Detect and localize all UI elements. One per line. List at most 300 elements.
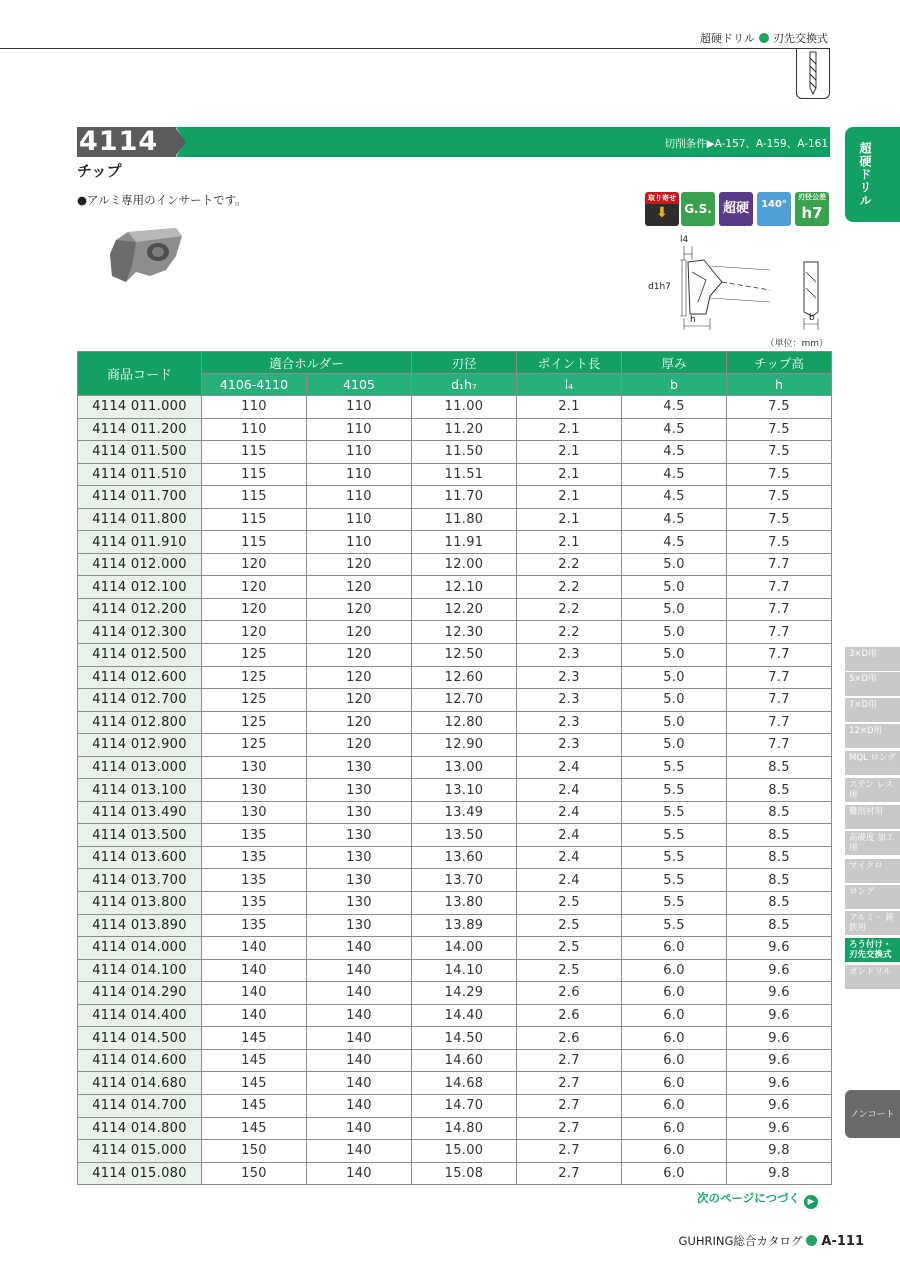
col-subheader-holder1: 4106-4110 xyxy=(202,374,307,396)
cell-diameter: 14.00 xyxy=(412,937,517,960)
cell-holder1: 130 xyxy=(202,779,307,802)
cell-thickness: 4.5 xyxy=(622,441,727,464)
cell-thickness: 6.0 xyxy=(622,1027,727,1050)
cell-point-length: 2.5 xyxy=(517,892,622,915)
tolerance-icon xyxy=(795,192,829,226)
cell-diameter: 14.70 xyxy=(412,1094,517,1117)
cell-chip-height: 7.5 xyxy=(727,441,832,464)
cell-point-length: 2.3 xyxy=(517,666,622,689)
cell-code: 4114 012.100 xyxy=(78,576,202,599)
table-row xyxy=(78,801,832,824)
cell-holder1: 140 xyxy=(202,1004,307,1027)
cell-code: 4114 014.700 xyxy=(78,1094,202,1117)
cell-point-length: 2.5 xyxy=(517,914,622,937)
cell-diameter: 13.10 xyxy=(412,779,517,802)
dim-b: b xyxy=(809,313,815,323)
cell-diameter: 14.68 xyxy=(412,1072,517,1095)
table-row xyxy=(78,1072,832,1095)
dim-l4: l4 xyxy=(680,235,689,245)
table-row xyxy=(78,689,832,712)
table-row xyxy=(78,1140,832,1163)
cell-holder2: 130 xyxy=(307,779,412,802)
cell-holder2: 110 xyxy=(307,508,412,531)
table-row xyxy=(78,756,832,779)
col-subheader-point-length: l₄ xyxy=(517,374,622,396)
cell-chip-height: 9.6 xyxy=(727,1049,832,1072)
cell-point-length: 2.7 xyxy=(517,1162,622,1185)
cell-holder1: 130 xyxy=(202,801,307,824)
cell-thickness: 5.5 xyxy=(622,779,727,802)
cell-point-length: 2.3 xyxy=(517,689,622,712)
cell-point-length: 2.1 xyxy=(517,486,622,509)
cell-code: 4114 015.080 xyxy=(78,1162,202,1185)
cell-holder1: 115 xyxy=(202,508,307,531)
cell-holder2: 120 xyxy=(307,598,412,621)
drill-icon xyxy=(796,48,830,99)
tolerance-top-label: 刃径公差 xyxy=(798,193,826,201)
cell-point-length: 2.3 xyxy=(517,644,622,667)
cell-holder2: 140 xyxy=(307,1094,412,1117)
cell-holder2: 120 xyxy=(307,734,412,757)
cell-chip-height: 7.7 xyxy=(727,644,832,667)
cell-holder1: 135 xyxy=(202,869,307,892)
cell-chip-height: 9.6 xyxy=(727,937,832,960)
cell-chip-height: 9.6 xyxy=(727,959,832,982)
cell-code: 4114 011.500 xyxy=(78,441,202,464)
cell-holder1: 145 xyxy=(202,1049,307,1072)
cell-point-length: 2.6 xyxy=(517,982,622,1005)
cell-chip-height: 7.5 xyxy=(727,531,832,554)
insert-image xyxy=(106,226,186,284)
cell-diameter: 14.40 xyxy=(412,1004,517,1027)
side-tab-item[interactable]: 難削材用 xyxy=(845,805,900,829)
cell-holder2: 140 xyxy=(307,1004,412,1027)
cell-holder2: 130 xyxy=(307,756,412,779)
cell-diameter: 11.70 xyxy=(412,486,517,509)
cell-code: 4114 012.300 xyxy=(78,621,202,644)
cell-code: 4114 012.900 xyxy=(78,734,202,757)
cell-holder1: 125 xyxy=(202,711,307,734)
table-row xyxy=(78,711,832,734)
table-row xyxy=(78,914,832,937)
cell-code: 4114 011.700 xyxy=(78,486,202,509)
side-tab-item[interactable]: MQL ロング xyxy=(845,751,900,775)
cell-point-length: 2.4 xyxy=(517,869,622,892)
cell-diameter: 13.00 xyxy=(412,756,517,779)
cell-holder2: 140 xyxy=(307,1027,412,1050)
next-page-link[interactable] xyxy=(697,1190,818,1209)
dim-h: h xyxy=(690,315,696,325)
table-row xyxy=(78,666,832,689)
table-row xyxy=(78,486,832,509)
spec-table xyxy=(77,351,832,1185)
cell-holder2: 140 xyxy=(307,982,412,1005)
cell-holder2: 140 xyxy=(307,959,412,982)
cell-holder2: 130 xyxy=(307,824,412,847)
cell-holder1: 145 xyxy=(202,1072,307,1095)
model-number: 4114 xyxy=(79,126,159,157)
cell-thickness: 6.0 xyxy=(622,1094,727,1117)
cell-diameter: 12.20 xyxy=(412,598,517,621)
cell-thickness: 5.0 xyxy=(622,598,727,621)
cell-holder1: 120 xyxy=(202,553,307,576)
cell-chip-height: 7.7 xyxy=(727,576,832,599)
cell-holder2: 110 xyxy=(307,418,412,441)
cell-diameter: 12.30 xyxy=(412,621,517,644)
cell-diameter: 11.80 xyxy=(412,508,517,531)
cell-code: 4114 014.500 xyxy=(78,1027,202,1050)
cell-code: 4114 013.700 xyxy=(78,869,202,892)
cell-point-length: 2.4 xyxy=(517,846,622,869)
cell-chip-height: 7.7 xyxy=(727,711,832,734)
cell-holder1: 120 xyxy=(202,621,307,644)
cell-thickness: 5.5 xyxy=(622,914,727,937)
cell-chip-height: 9.6 xyxy=(727,1004,832,1027)
cell-chip-height: 8.5 xyxy=(727,846,832,869)
cell-code: 4114 014.800 xyxy=(78,1117,202,1140)
cell-diameter: 14.29 xyxy=(412,982,517,1005)
table-row xyxy=(78,869,832,892)
cell-chip-height: 7.7 xyxy=(727,734,832,757)
cell-code: 4114 011.200 xyxy=(78,418,202,441)
table-row xyxy=(78,553,832,576)
col-subheader-holder2: 4105 xyxy=(307,374,412,396)
table-row xyxy=(78,1049,832,1072)
cell-diameter: 11.20 xyxy=(412,418,517,441)
carbide-icon: 超硬 xyxy=(719,192,753,226)
cell-holder1: 125 xyxy=(202,644,307,667)
cell-diameter: 14.60 xyxy=(412,1049,517,1072)
table-row xyxy=(78,734,832,757)
cell-holder2: 120 xyxy=(307,621,412,644)
cell-point-length: 2.2 xyxy=(517,553,622,576)
table-row xyxy=(78,892,832,915)
cell-code: 4114 012.500 xyxy=(78,644,202,667)
cell-holder2: 140 xyxy=(307,1049,412,1072)
cell-thickness: 5.5 xyxy=(622,892,727,915)
arrow-right-icon: ▶ xyxy=(804,1195,818,1209)
cell-thickness: 5.5 xyxy=(622,801,727,824)
cell-holder2: 110 xyxy=(307,486,412,509)
cell-diameter: 14.50 xyxy=(412,1027,517,1050)
cell-code: 4114 013.100 xyxy=(78,779,202,802)
cell-point-length: 2.7 xyxy=(517,1117,622,1140)
cell-code: 4114 011.000 xyxy=(78,396,202,419)
arrow-down-icon: ⬇ xyxy=(656,205,668,221)
header-breadcrumb xyxy=(700,30,828,46)
cell-point-length: 2.4 xyxy=(517,756,622,779)
cell-thickness: 5.5 xyxy=(622,756,727,779)
cell-diameter: 13.89 xyxy=(412,914,517,937)
cell-code: 4114 015.000 xyxy=(78,1140,202,1163)
unit-note: （単位：mm） xyxy=(765,339,828,349)
col-subheader-thickness: b xyxy=(622,374,727,396)
cell-holder2: 110 xyxy=(307,396,412,419)
cell-holder1: 140 xyxy=(202,937,307,960)
model-badge-tip xyxy=(175,127,186,157)
cell-thickness: 5.0 xyxy=(622,711,727,734)
cell-thickness: 6.0 xyxy=(622,1004,727,1027)
cell-holder2: 140 xyxy=(307,1162,412,1185)
table-row xyxy=(78,598,832,621)
cell-holder2: 110 xyxy=(307,441,412,464)
cell-code: 4114 014.400 xyxy=(78,1004,202,1027)
cell-thickness: 6.0 xyxy=(622,1140,727,1163)
table-row xyxy=(78,1004,832,1027)
cell-point-length: 2.4 xyxy=(517,824,622,847)
cell-diameter: 12.90 xyxy=(412,734,517,757)
cell-code: 4114 013.000 xyxy=(78,756,202,779)
cell-code: 4114 013.600 xyxy=(78,846,202,869)
cell-code: 4114 011.510 xyxy=(78,463,202,486)
cell-chip-height: 8.5 xyxy=(727,824,832,847)
cell-code: 4114 014.100 xyxy=(78,959,202,982)
cell-chip-height: 7.5 xyxy=(727,418,832,441)
cell-point-length: 2.3 xyxy=(517,711,622,734)
side-tab-item[interactable]: ガンドリル xyxy=(845,965,900,989)
cell-chip-height: 9.6 xyxy=(727,982,832,1005)
cell-holder1: 135 xyxy=(202,892,307,915)
cell-holder1: 140 xyxy=(202,959,307,982)
cell-point-length: 2.6 xyxy=(517,1004,622,1027)
table-row xyxy=(78,418,832,441)
cell-thickness: 5.0 xyxy=(622,644,727,667)
cell-diameter: 14.80 xyxy=(412,1117,517,1140)
side-tab-item[interactable]: ろう付け・ 刃先交換式 xyxy=(845,938,900,962)
cell-holder1: 120 xyxy=(202,598,307,621)
cell-thickness: 5.0 xyxy=(622,734,727,757)
table-row xyxy=(78,846,832,869)
order-item-label: 取り寄せ xyxy=(648,194,676,202)
cell-thickness: 6.0 xyxy=(622,982,727,1005)
bullet-icon xyxy=(759,33,769,43)
cell-chip-height: 7.7 xyxy=(727,621,832,644)
cell-code: 4114 012.000 xyxy=(78,553,202,576)
cell-point-length: 2.1 xyxy=(517,441,622,464)
table-row xyxy=(78,508,832,531)
cell-holder1: 135 xyxy=(202,846,307,869)
cell-chip-height: 7.7 xyxy=(727,689,832,712)
cell-diameter: 11.00 xyxy=(412,396,517,419)
cell-holder1: 135 xyxy=(202,824,307,847)
cell-code: 4114 014.290 xyxy=(78,982,202,1005)
cell-diameter: 11.91 xyxy=(412,531,517,554)
side-tab-item[interactable]: 3×D用 xyxy=(845,647,900,671)
cell-diameter: 15.00 xyxy=(412,1140,517,1163)
cell-holder1: 115 xyxy=(202,531,307,554)
cell-holder2: 120 xyxy=(307,711,412,734)
side-tab-noncoat[interactable]: ノンコート xyxy=(845,1090,900,1138)
cell-holder2: 130 xyxy=(307,869,412,892)
cell-holder2: 120 xyxy=(307,644,412,667)
cell-holder1: 115 xyxy=(202,441,307,464)
cell-code: 4114 011.800 xyxy=(78,508,202,531)
side-tab-item[interactable]: 5×D用 xyxy=(845,672,900,696)
table-row xyxy=(78,396,832,419)
cell-point-length: 2.2 xyxy=(517,576,622,599)
cell-holder1: 150 xyxy=(202,1140,307,1163)
cell-thickness: 5.0 xyxy=(622,576,727,599)
cell-point-length: 2.6 xyxy=(517,1027,622,1050)
cell-code: 4114 011.910 xyxy=(78,531,202,554)
cell-holder1: 125 xyxy=(202,734,307,757)
side-tab-item[interactable]: アルミ・ 鋳鉄用 xyxy=(845,911,900,935)
cell-chip-height: 9.6 xyxy=(727,1117,832,1140)
cell-point-length: 2.3 xyxy=(517,734,622,757)
table-row xyxy=(78,621,832,644)
col-header-diameter: 刃径 xyxy=(412,352,517,374)
cell-chip-height: 9.6 xyxy=(727,1072,832,1095)
cell-thickness: 6.0 xyxy=(622,1049,727,1072)
cell-holder2: 130 xyxy=(307,892,412,915)
cutting-conditions-link[interactable]: 切削条件▶A-157、A-159、A-161 xyxy=(664,138,828,150)
header-divider xyxy=(0,48,830,49)
side-tab-item[interactable]: ステン レス用 xyxy=(845,778,900,802)
cell-holder1: 115 xyxy=(202,486,307,509)
cell-thickness: 6.0 xyxy=(622,1117,727,1140)
cell-holder2: 120 xyxy=(307,666,412,689)
cell-holder1: 140 xyxy=(202,982,307,1005)
cell-holder2: 130 xyxy=(307,914,412,937)
cell-thickness: 4.5 xyxy=(622,508,727,531)
gs-coating-icon: G.S. xyxy=(681,192,715,226)
cell-code: 4114 013.490 xyxy=(78,801,202,824)
cell-chip-height: 7.7 xyxy=(727,598,832,621)
cell-point-length: 2.7 xyxy=(517,1072,622,1095)
page-footer xyxy=(679,1233,864,1249)
cell-holder1: 145 xyxy=(202,1094,307,1117)
cell-thickness: 4.5 xyxy=(622,396,727,419)
cell-diameter: 12.70 xyxy=(412,689,517,712)
cell-point-length: 2.5 xyxy=(517,937,622,960)
cell-point-length: 2.2 xyxy=(517,598,622,621)
cell-diameter: 12.00 xyxy=(412,553,517,576)
tolerance-main-label: h7 xyxy=(801,204,823,222)
cell-diameter: 13.70 xyxy=(412,869,517,892)
cell-chip-height: 7.5 xyxy=(727,463,832,486)
table-row xyxy=(78,982,832,1005)
side-tab-item[interactable]: マイクロ xyxy=(845,859,900,883)
cell-chip-height: 9.6 xyxy=(727,1094,832,1117)
cell-chip-height: 8.5 xyxy=(727,914,832,937)
cell-holder1: 120 xyxy=(202,576,307,599)
order-item-icon xyxy=(645,192,679,226)
cell-point-length: 2.7 xyxy=(517,1140,622,1163)
cell-code: 4114 014.600 xyxy=(78,1049,202,1072)
bullet-icon xyxy=(806,1235,817,1246)
table-row xyxy=(78,1094,832,1117)
dim-d1h7: d1h7 xyxy=(648,282,671,292)
cell-holder2: 140 xyxy=(307,1117,412,1140)
cell-thickness: 4.5 xyxy=(622,463,727,486)
page-number: A-111 xyxy=(821,1234,864,1249)
table-row xyxy=(78,1162,832,1185)
cell-diameter: 13.49 xyxy=(412,801,517,824)
cell-holder1: 130 xyxy=(202,756,307,779)
cell-chip-height: 8.5 xyxy=(727,869,832,892)
table-row xyxy=(78,576,832,599)
cell-chip-height: 8.5 xyxy=(727,892,832,915)
cell-chip-height: 9.6 xyxy=(727,1027,832,1050)
cell-thickness: 6.0 xyxy=(622,937,727,960)
col-subheader-diameter: d₁h₇ xyxy=(412,374,517,396)
cell-holder1: 135 xyxy=(202,914,307,937)
cell-diameter: 15.08 xyxy=(412,1162,517,1185)
cell-thickness: 5.5 xyxy=(622,824,727,847)
cell-code: 4114 012.800 xyxy=(78,711,202,734)
col-header-code: 商品コード xyxy=(78,352,202,396)
cell-thickness: 4.5 xyxy=(622,531,727,554)
cell-holder1: 125 xyxy=(202,666,307,689)
catalog-name: GUHRING総合カタログ xyxy=(678,1234,803,1248)
col-header-holder: 適合ホルダー xyxy=(202,352,412,374)
cell-holder2: 140 xyxy=(307,1072,412,1095)
cell-holder2: 110 xyxy=(307,463,412,486)
cell-thickness: 6.0 xyxy=(622,1072,727,1095)
table-row xyxy=(78,441,832,464)
cell-diameter: 13.50 xyxy=(412,824,517,847)
cell-chip-height: 9.8 xyxy=(727,1162,832,1185)
cell-holder1: 110 xyxy=(202,418,307,441)
cell-thickness: 6.0 xyxy=(622,1162,727,1185)
cell-chip-height: 8.5 xyxy=(727,801,832,824)
cell-thickness: 5.0 xyxy=(622,553,727,576)
page-subtitle: チップ xyxy=(77,162,122,180)
cell-code: 4114 013.500 xyxy=(78,824,202,847)
table-row xyxy=(78,824,832,847)
col-header-thickness: 厚み xyxy=(622,352,727,374)
cell-point-length: 2.1 xyxy=(517,508,622,531)
cell-point-length: 2.7 xyxy=(517,1094,622,1117)
cell-holder2: 120 xyxy=(307,689,412,712)
table-row xyxy=(78,1117,832,1140)
cell-diameter: 12.10 xyxy=(412,576,517,599)
cell-code: 4114 013.800 xyxy=(78,892,202,915)
side-tab-item[interactable]: 12×D用 xyxy=(845,724,900,748)
cell-thickness: 5.5 xyxy=(622,846,727,869)
table-row xyxy=(78,531,832,554)
side-tab-item[interactable]: 7×D用 xyxy=(845,698,900,722)
cell-code: 4114 013.890 xyxy=(78,914,202,937)
cell-diameter: 11.51 xyxy=(412,463,517,486)
cell-point-length: 2.1 xyxy=(517,531,622,554)
table-row xyxy=(78,937,832,960)
cell-point-length: 2.4 xyxy=(517,779,622,802)
cell-chip-height: 7.5 xyxy=(727,486,832,509)
cell-holder2: 120 xyxy=(307,553,412,576)
cell-code: 4114 012.600 xyxy=(78,666,202,689)
cell-thickness: 4.5 xyxy=(622,486,727,509)
cell-chip-height: 8.5 xyxy=(727,756,832,779)
cell-thickness: 6.0 xyxy=(622,959,727,982)
cell-holder2: 140 xyxy=(307,1140,412,1163)
col-header-point-length: ポイント長 xyxy=(517,352,622,374)
cell-chip-height: 7.5 xyxy=(727,508,832,531)
side-tab-carbide-drill-label: 超硬ドリル xyxy=(858,142,872,207)
cell-diameter: 12.80 xyxy=(412,711,517,734)
cell-holder1: 110 xyxy=(202,396,307,419)
cell-thickness: 5.5 xyxy=(622,869,727,892)
side-tab-item[interactable]: 高硬度 加工用 xyxy=(845,831,900,855)
cell-chip-height: 8.5 xyxy=(727,779,832,802)
side-tab-item[interactable]: ロング xyxy=(845,885,900,909)
col-header-chip-height: チップ高 xyxy=(727,352,832,374)
cell-holder1: 125 xyxy=(202,689,307,712)
cell-code: 4114 014.000 xyxy=(78,937,202,960)
product-description: ●アルミ専用のインサートです。 xyxy=(77,193,247,207)
cell-diameter: 12.60 xyxy=(412,666,517,689)
cell-point-length: 2.1 xyxy=(517,418,622,441)
